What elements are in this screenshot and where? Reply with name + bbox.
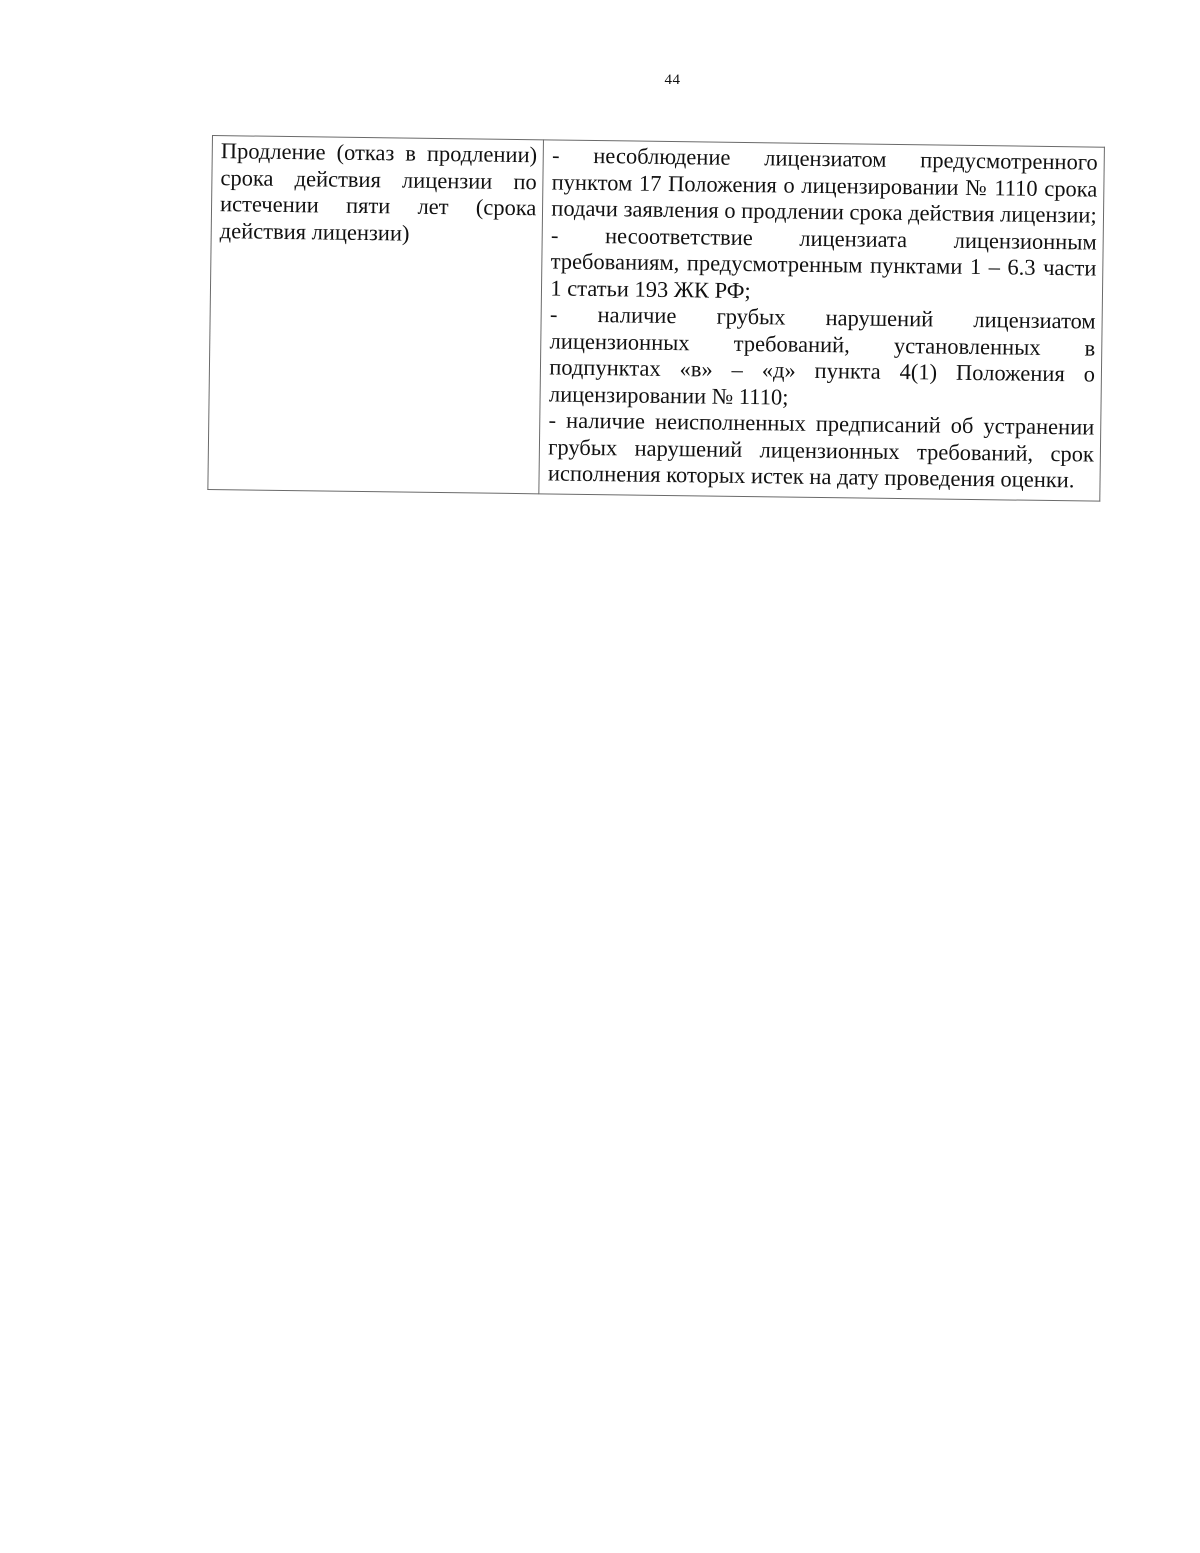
table-cell-procedure: [208, 136, 544, 494]
table-cell-grounds: [539, 140, 1104, 501]
license-extension-table: [207, 135, 1105, 501]
procedure-name: Продление (отказ в продлении) срока действия лицензии по истечении пяти лет (срока действия лицензии): [219, 138, 538, 246]
ground-item: - несоблюдение лицензиатом предусмотренного пунктом 17 Положения о лицензировании № 1110 срока подачи заявления о продлении срока действия лицензии;: [551, 142, 1098, 228]
ground-item: - несоответствие лицензиата лицензионным требованиям, предусмотренным пунктами 1 – 6.3 части 1 статьи 193 ЖК РФ;: [550, 221, 1097, 303]
table-row: [208, 136, 1105, 501]
ground-item: - наличие грубых нарушений лицензиатом лицензионных требований, установленных в подпунктах «в» – «д» пункта 4(1) Положения о лицензировании № 1110;: [548, 301, 1096, 410]
page-number: 44: [664, 72, 681, 88]
ground-item: - наличие неисполненных предписаний об устранении грубых нарушений лицензионных требований, срок исполнения которых истек на дату проведения оценки.: [547, 407, 1095, 493]
